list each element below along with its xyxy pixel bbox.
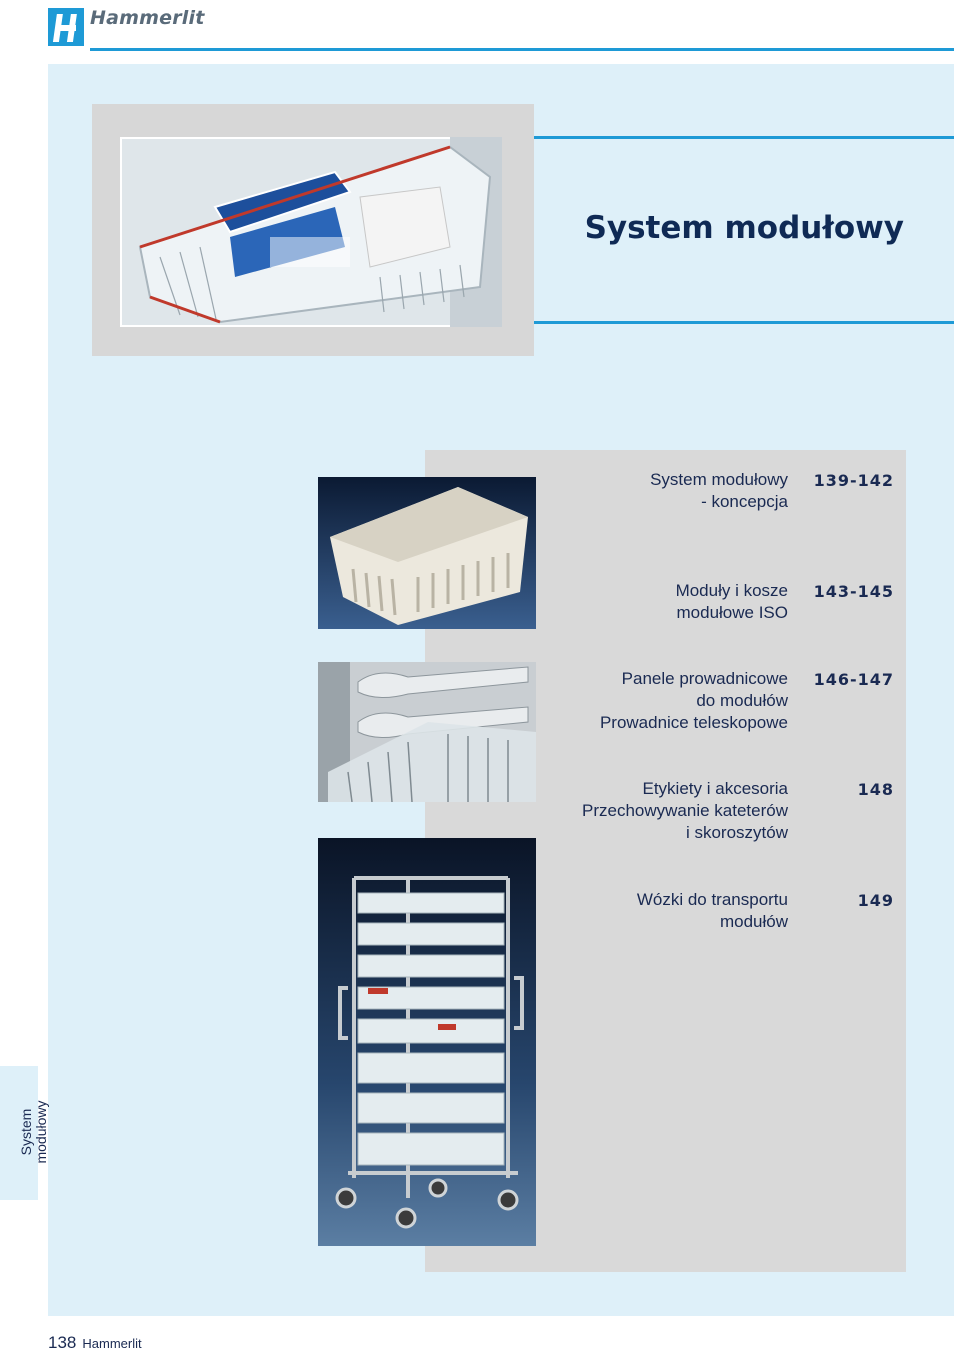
page-number: 138 xyxy=(48,1333,77,1352)
toc-label-line: modułowe ISO xyxy=(676,603,788,622)
guide-panels-photo xyxy=(318,662,536,802)
toc-label-line: Panele prowadnicowe xyxy=(621,669,788,688)
page-title: System modułowy xyxy=(584,210,904,246)
toc-entry-labels-label xyxy=(582,778,788,844)
title-rule-bottom xyxy=(534,321,954,324)
toc-entry-trolley-pages: 149 xyxy=(857,891,894,910)
transport-trolley-photo xyxy=(318,838,536,1246)
toc-label-line: Etykiety i akcesoria xyxy=(642,779,788,798)
toc-entry-trolley-label xyxy=(637,889,788,933)
footer-brand: Hammerlit xyxy=(82,1336,142,1351)
toc-label-line: Prowadnice teleskopowe xyxy=(599,713,788,732)
toc-entry-iso-pages: 143-145 xyxy=(813,582,894,601)
toc-label-line: modułów xyxy=(719,912,788,931)
section-side-tab xyxy=(0,1066,49,1200)
page-footer xyxy=(48,1333,142,1353)
toc-entry-concept-label xyxy=(650,469,788,513)
toc-label-line: Moduły i kosze xyxy=(675,581,788,600)
brand-logo xyxy=(48,6,204,46)
brand-name: Hammerlit xyxy=(90,7,205,29)
toc-entry-concept-pages: 139-142 xyxy=(813,471,894,490)
white-iso-basket-photo xyxy=(318,477,536,629)
toc-entry-iso-label xyxy=(676,580,788,624)
transparent-module-basket-photo xyxy=(120,137,502,327)
side-tab-line: System xyxy=(18,1108,34,1156)
toc-label-line: do modułów xyxy=(696,691,788,710)
toc-entry-guides-pages: 146-147 xyxy=(813,670,894,689)
toc-label-line: - koncepcja xyxy=(701,492,788,511)
side-tab-label xyxy=(19,1065,49,1199)
header-rule xyxy=(90,48,954,51)
toc-entry-labels-pages: 148 xyxy=(857,780,894,799)
toc-label-line: i skoroszytów xyxy=(685,823,788,842)
hammerlit-logo-icon xyxy=(48,6,84,46)
side-tab-line: modułowy xyxy=(33,1100,49,1164)
toc-label-line: Wózki do transportu xyxy=(636,890,788,909)
toc-label-line: Przechowywanie kateterów xyxy=(582,801,788,820)
toc-label-line: System modułowy xyxy=(650,470,788,489)
toc-entry-guides-label xyxy=(600,668,788,734)
title-rule-top xyxy=(534,136,954,139)
